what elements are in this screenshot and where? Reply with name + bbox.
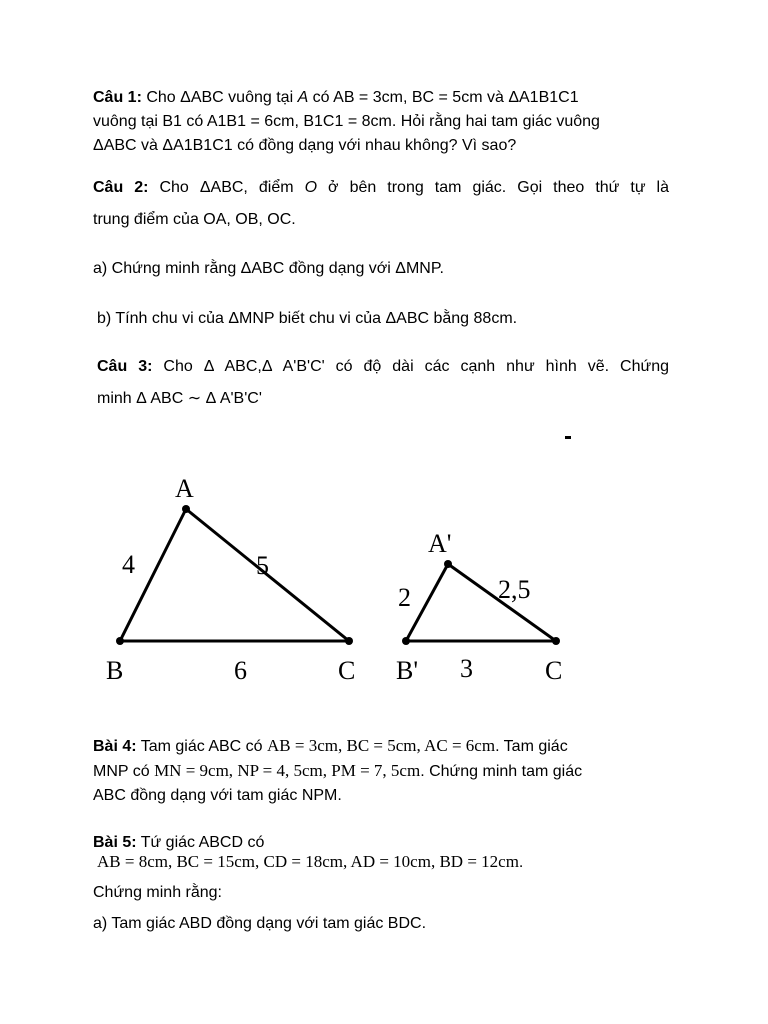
label-side-a-prime-b-prime: 2 (398, 583, 411, 612)
vertex-a-prime-dot (444, 560, 452, 568)
label-b: B (106, 656, 124, 685)
exercise-4 (93, 734, 669, 808)
vertex-a-dot (182, 505, 190, 513)
question-2-line-2: trung điểm của OA, OB, OC. (93, 211, 296, 228)
exercise-5-label: Bài 5: (93, 834, 137, 851)
exercise-4-text-2: . Tam giác (495, 738, 568, 755)
exercise-4-label: Bài 4: (93, 738, 137, 755)
point-o-italic: O (304, 179, 318, 196)
label-side-b-prime-c: 3 (460, 654, 473, 683)
vertex-c-dot (345, 637, 353, 645)
vertex-c-prime-dot (552, 637, 560, 645)
exercise-4-text-3: MNP có (93, 763, 155, 780)
exercise-5-part-a: a) Tam giác ABD đồng dạng với tam giác BDC. (93, 915, 427, 932)
question-1-label: Câu 1: (93, 89, 142, 106)
label-a: A (175, 474, 194, 503)
question-1-line-3: ΔABC và ΔA1B1C1 có đồng dạng với nhau không? Vì sao? (93, 137, 517, 154)
exercise-4-line-1 (93, 734, 669, 759)
label-c-prime: C (545, 656, 563, 685)
exercise-5-dot: . (518, 854, 524, 871)
exercise-4-line-3: ABC đồng dạng với tam giác NPM. (93, 787, 342, 804)
side-a-prime-b-prime (406, 564, 448, 641)
exercise-4-formula-1: AB = 3cm, BC = 5cm, AC = 6cm (267, 736, 496, 755)
question-2-label: Câu 2: (93, 179, 149, 196)
triangle-abc (120, 509, 349, 641)
question-1-text-cont: có AB = 3cm, BC = 5cm và ΔA1B1C1 (308, 89, 579, 106)
label-side-ab: 4 (122, 550, 135, 579)
exercise-4-text-4: . Chứng minh tam giác (420, 763, 583, 780)
exercise-5-formula: AB = 8cm, BC = 15cm, CD = 18cm, AD = 10cm, BD = 12cm (97, 852, 519, 871)
question-2-part-b: b) Tính chu vi của ΔMNP biết chu vi của ΔABC bằng 88cm. (97, 310, 518, 327)
exercise-5-text: Tứ giác ABCD có (136, 834, 265, 851)
question-1-line-2: vuông tại B1 có A1B1 = 6cm, B1C1 = 8cm. Hỏi rằng hai tam giác vuông (93, 113, 600, 130)
exercise-4-formula-2: MN = 9cm, (154, 761, 234, 780)
exercise-4-line-2 (93, 759, 669, 784)
label-b-prime: B' (396, 656, 419, 685)
vertex-a-italic: A (297, 89, 309, 106)
exercise-5-line-2 (97, 850, 673, 875)
question-2-part-a: a) Chứng minh rằng ΔABC đồng dạng với ΔMNP. (93, 260, 444, 277)
label-side-ac: 5 (256, 551, 269, 580)
question-3-label: Câu 3: (97, 358, 153, 375)
question-2-text-cont: ở bên trong tam giác. Gọi theo thứ tự là (317, 179, 670, 196)
question-2-text: Cho ΔABC, điểm (148, 179, 305, 196)
exercise-5-line-3: Chứng minh rằng: (93, 884, 222, 901)
triangle-a-prime (406, 564, 556, 641)
question-1-text: Cho ΔABC vuông tại (141, 89, 298, 106)
question-3-text: Cho Δ ABC,Δ A'B'C' có độ dài các cạnh như hình vẽ. Chứng (152, 358, 670, 375)
exercise-4-formula-3: NP = 4, 5cm, PM = 7, 5cm (233, 761, 421, 780)
question-3-line-2: minh Δ ABC ∼ Δ A'B'C' (97, 390, 262, 407)
label-c: C (338, 656, 356, 685)
label-side-a-prime-c: 2,5 (498, 575, 531, 604)
exercise-4-text: Tam giác ABC có (136, 738, 268, 755)
label-a-prime: A' (428, 529, 452, 558)
vertex-b-prime-dot (402, 637, 410, 645)
vertex-b-dot (116, 637, 124, 645)
label-side-bc: 6 (234, 656, 247, 685)
